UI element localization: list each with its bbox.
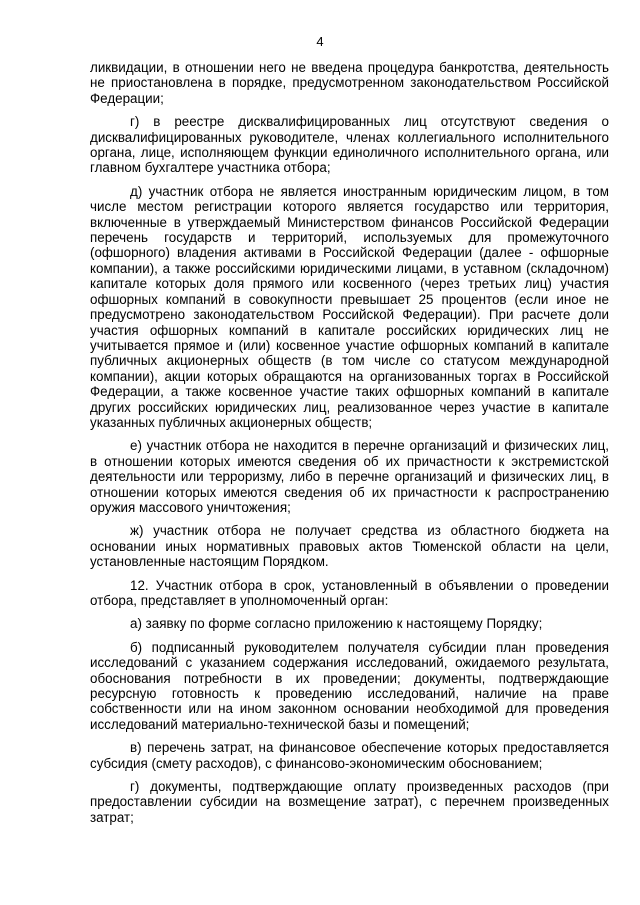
paragraph-item-a: а) заявку по форме согласно приложению к настоящему Порядку; — [130, 616, 543, 632]
paragraph-clause-12: 12. Участник отбора в срок, установленный в объявлении о проведении отбора, представляет в уполномоченный орган: — [90, 577, 609, 608]
paragraph-item-v: в) перечень затрат, на финансовое обеспечение которых предоставляется субсидия (смету расходов), с финансово-экономическим обоснованием; — [90, 740, 609, 771]
document-body — [90, 60, 609, 833]
paragraph-item-zh: ж) участник отбора не получает средства из областного бюджета на основании иных нормативных правовых актов Тюменской области на цели, установленные настоящим Порядком. — [90, 523, 609, 570]
paragraph-item-g2: г) документы, подтверждающие оплату произведенных расходов (при предоставлении субсидии на возмещение затрат), с перечнем произведенных затрат; — [90, 779, 609, 825]
paragraph-item-e: е) участник отбора не находится в перечне организаций и физических лиц, в отношении которых имеются сведения об их причастности к экстремистской деятельности или терроризму, либо в перечне организаций и физических лиц, в отношении которых имеются сведения об их причастности к распространению оружия массового уничтожения; — [90, 438, 609, 515]
page-number: 4 — [316, 34, 324, 49]
paragraph-item-g: г) в реестре дисквалифицированных лиц отсутствуют сведения о дисквалифицированных руководителе, членах коллегиального исполнительного органа, лице, исполняющем функции единоличного исполнительного органа, или главном бухгалтере участника отбора; — [90, 114, 609, 176]
paragraph-item-d: д) участник отбора не является иностранным юридическим лицом, в том числе местом регистрации которого является государство или территория, включенные в утверждаемый Министерством финансов Российской Федерации перечень государств и территорий, используемых для промежуточного (офшорного) владения активами в Российской Федерации (далее - офшорные компании), а также российскими юридическими лицами, в уставном (складочном) капитале которых доля прямого или косвенного (через третьих лиц) участия офшорных компаний в совокупности превышает 25 процентов (если иное не предусмотрено законодательством Российской Федерации). При расчете доли участия офшорных компаний в капитале российских юридических лиц не учитывается прямое и (или) косвенное участие офшорных компаний в капитале публичных акционерных обществ (в том числе со статусом международной компании), акции которых обращаются на организованных торгах в Российской Федерации, а также косвенное участие таких офшорных компаний в капитале других российских юридических лиц, реализованное через участие в капитале указанных публичных акционерных обществ; — [90, 183, 609, 430]
paragraph-continuation: ликвидации, в отношении него не введена процедура банкротства, деятельность не приостановлена в порядке, предусмотренном законодательством Российской Федерации; — [90, 60, 609, 106]
paragraph-item-b: б) подписанный руководителем получателя субсидии план проведения исследований с указанием содержания исследований, ожидаемого результата, обоснования потребности в их проведении; документы, подтверждающие ресурсную готовность к проведению исследований, наличие на праве собственности или на ином законном основании необходимой для проведения исследований материально-технической базы и помещений; — [90, 639, 609, 732]
